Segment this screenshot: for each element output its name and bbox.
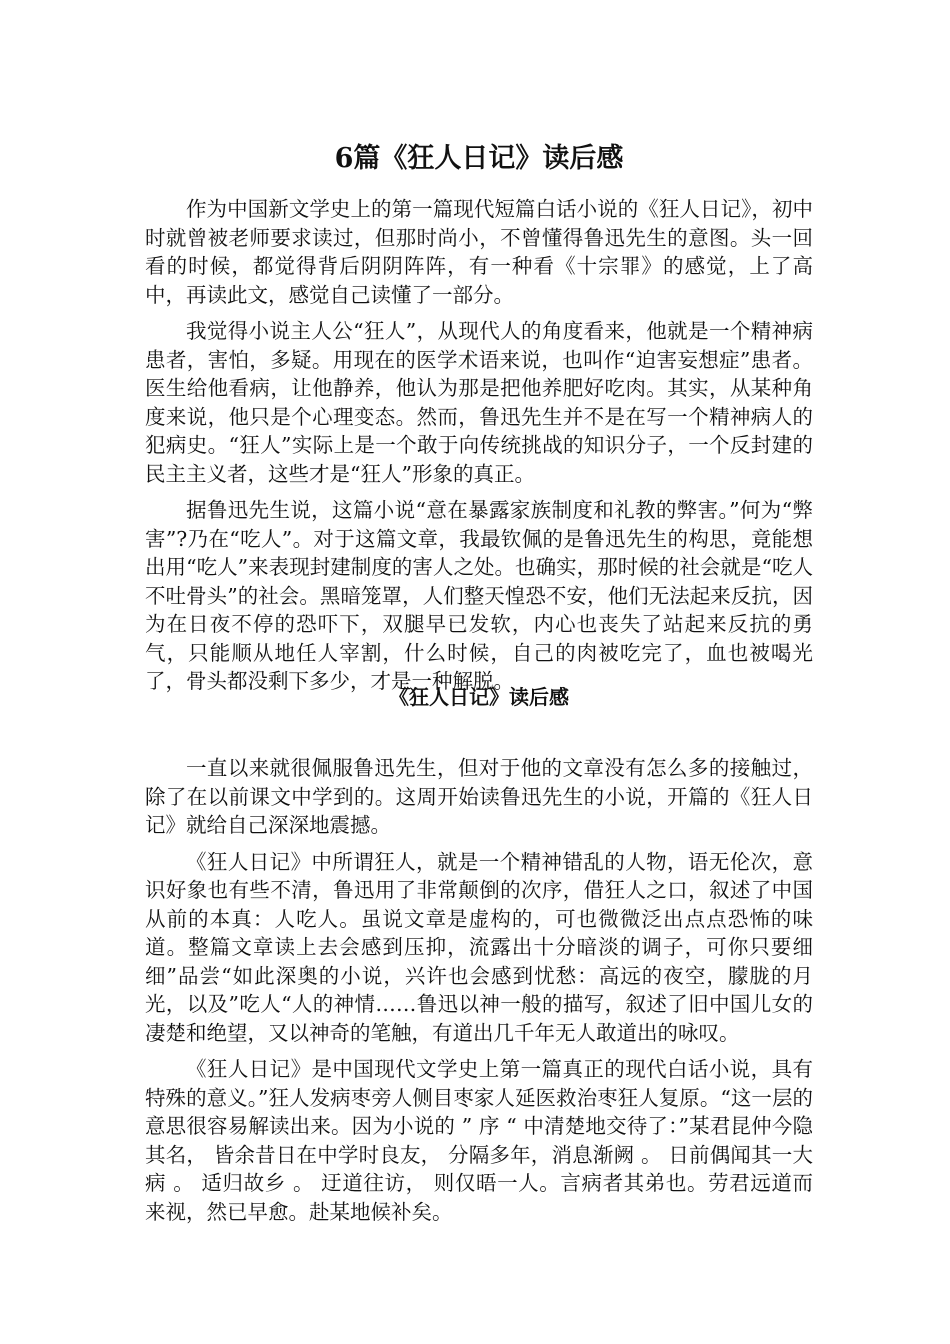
essay-section-2 [145, 754, 813, 1234]
paragraph: 作为中国新文学史上的第一篇现代短篇白话小说的《狂人日记》，初中时就曾被老师要求读过，但那时尚小，不曾懂得鲁迅先生的意图。头一回看的时候，都觉得背后阴阴阵阵，有一种看《十宗罪》的感觉，上了高中，再读此文，感觉自己读懂了一部分。 [145, 197, 813, 307]
essay-section-1 [145, 195, 813, 704]
paragraph: 据鲁迅先生说，这篇小说“意在暴露家族制度和礼教的弊害。”何为“弊害”?乃在“吃人”。对于这篇文章，我最钦佩的是鲁迅先生的构思，竟能想出用“吃人”来表现封建制度的害人之处。也确实，那时候的社会就是“吃人不吐骨头”的社会。黑暗笼罩，人们整天惶恐不安，他们无法起来反抗，因为在日夜不停的恐吓下，双腿早已发软，内心也丧失了站起来反抗的勇气，只能顺从地任人宰割，什么时候，自己的肉被吃完了，血也被喝光了，骨头都没剩下多少，才是一种解脱。 [145, 498, 813, 693]
paragraph: 《狂人日记》中所谓狂人，就是一个精神错乱的人物，语无伦次，意识好象也有些不清，鲁迅用了非常颠倒的次序，借狂人之口，叙述了中国从前的本真：人吃人。虽说文章是虚构的，可也微微泛出点点恐怖的味道。整篇文章读上去会感到压抑，流露出十分暗淡的调子，可你只要细细”品尝“如此深奥的小说，兴许也会感到忧愁：高远的夜空，朦胧的月光，以及”吃人“人的神情……鲁迅以神一般的描写，叙述了旧中国儿女的凄楚和绝望，又以神奇的笔触，有道出几千年无人敢道出的咏叹。 [145, 849, 813, 1045]
document-title: 6篇《狂人日记》读后感 [334, 143, 624, 174]
paragraph: 我觉得小说主人公“狂人”，从现代人的角度看来，他就是一个精神病患者，害怕，多疑。用现在的医学术语来说，也叫作“迫害妄想症”患者。医生给他看病，让他静养，他认为那是把他养肥好吃肉。其实，从某种角度来说，他只是个心理变态。然而，鲁迅先生并不是在写一个精神病人的犯病史。“狂人”实际上是一个敢于向传统挑战的知识分子，一个反封建的民主主义者，这些才是“狂人”形象的真正。 [145, 319, 813, 486]
section-subtitle: 《狂人日记》读后感 [389, 685, 569, 709]
paragraph: 《狂人日记》是中国现代文学史上第一篇真正的现代白话小说，具有特殊的意义。”狂人发病枣旁人侧目枣家人延医救治枣狂人复原。“这一层的意思很容易解读出来。因为小说的 ” 序 “ 中清楚地交待了：”某君昆仲今隐其名， 皆余昔日在中学时良友， 分隔多年，消息渐阙 。 日前偶闻其一大病 。 适归故乡 。 迂道往访， 则仅晤一人。言病者其弟也。劳君远道而来视，然已早愈。赴某地候补矣。 [145, 1057, 813, 1224]
paragraph: 一直以来就很佩服鲁迅先生，但对于他的文章没有怎么多的接触过，除了在以前课文中学到的。这周开始读鲁迅先生的小说，开篇的《狂人日记》就给自己深深地震撼。 [145, 756, 813, 837]
